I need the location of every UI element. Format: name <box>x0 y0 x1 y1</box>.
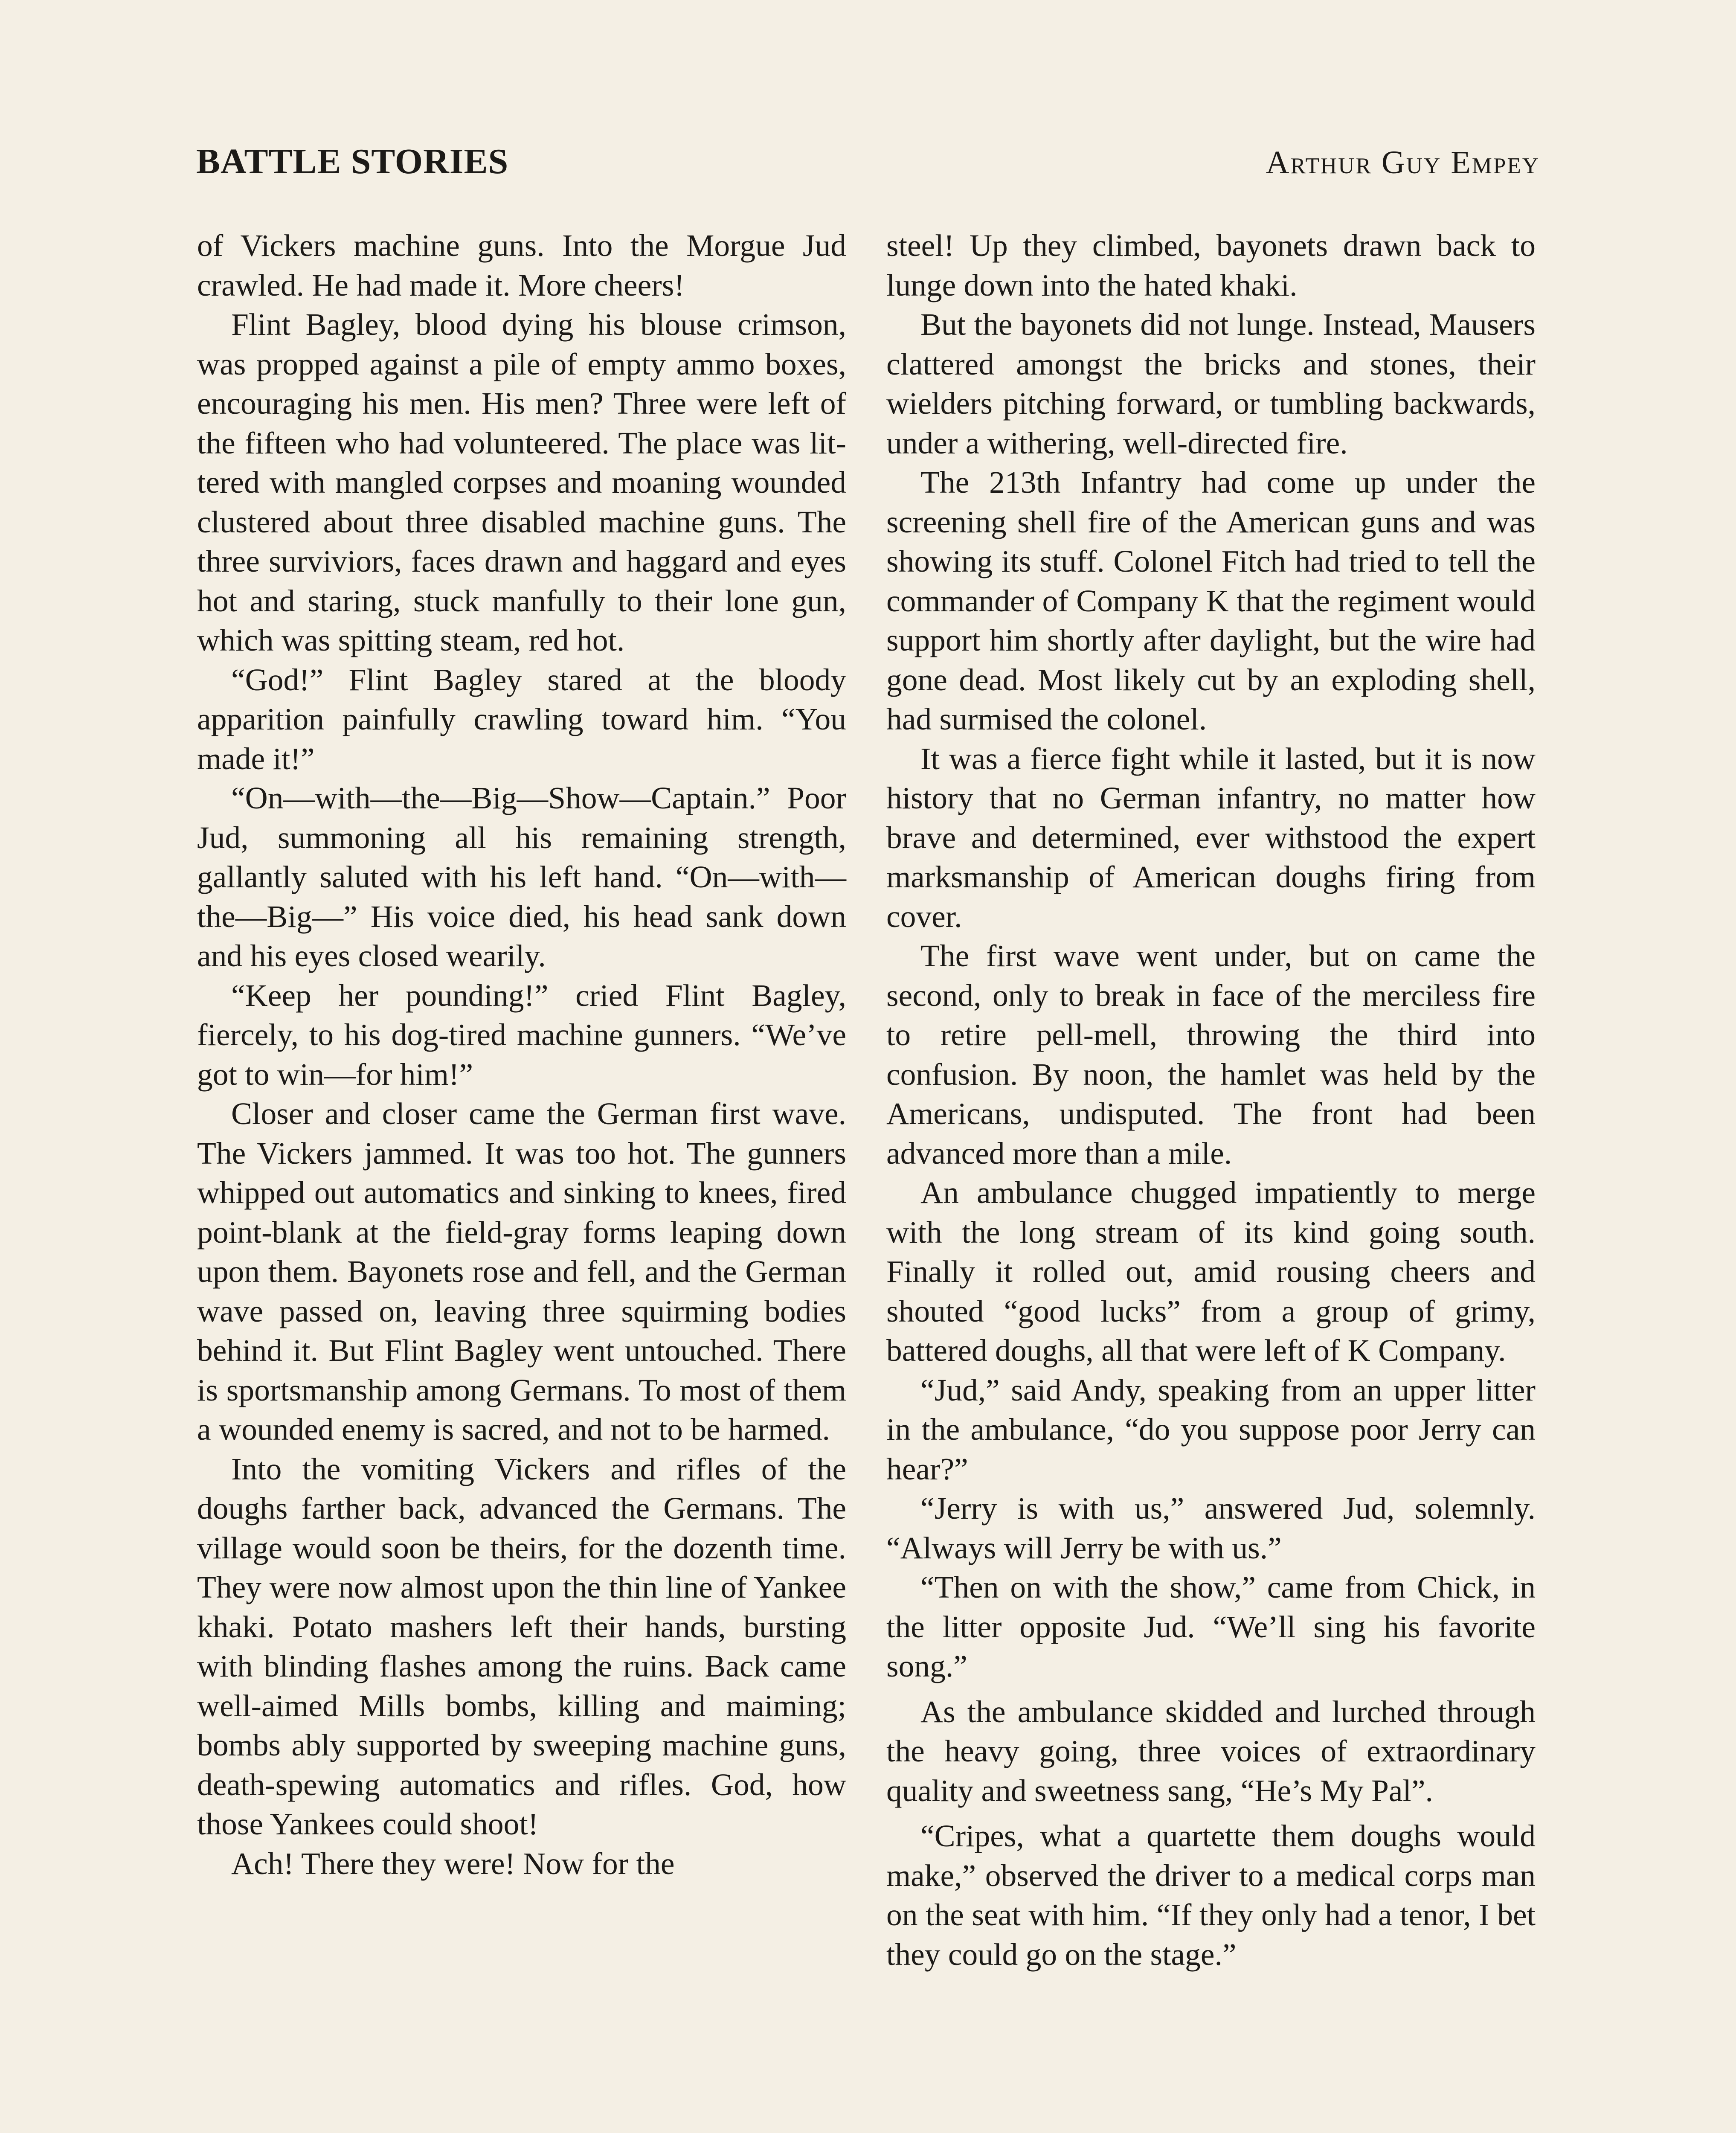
paragraph: Closer and closer came the German first wave. The Vickers jammed. It was too hot. The gunners whipped out automatics and sinking to knees, fired point-blank at the field-gray forms leaping down upon them. Bayonets rose and fell, and the German wave passed on, leaving three squirming bodies behind it. But Flint Bagley went untouched. There is sportsmanship among Germans. To most of them a wounded enemy is sacred, and not to be harmed. <box>197 1096 846 1447</box>
right-column <box>886 226 1536 1974</box>
paragraph: “Cripes, what a quartette them doughs would make,” observed the driver to a medical corps man on the seat with him. “If they only had a tenor, I bet they could go on the stage.” <box>886 1819 1536 1972</box>
paragraph: “Then on with the show,” came from Chick, in the litter opposite Jud. “We’ll sing his favorite song.” <box>886 1570 1536 1683</box>
paragraph: “Jud,” said Andy, speaking from an upper litter in the ambulance, “do you suppose poor Jerry can hear?” <box>886 1372 1536 1486</box>
paragraph: Into the vomiting Vickers and rifles of the doughs farther back, advanced the Germans. The village would soon be theirs, for the dozenth time. They were now almost upon the thin line of Yankee khaki. Potato mashers left their hands, bursting with blinding flashes among the ruins. Back came well-aimed Mills bombs, killing and maiming; bombs ably supported by sweeping machine guns, death-spewing automatics and rifles. God, how those Yankees could shoot! <box>197 1451 846 1841</box>
paragraph: But the bayonets did not lunge. Instead, Mausers clattered amongst the bricks and stones, their wielders pitching forward, or tumbling backwards, under a withering, well-directed fire. <box>886 307 1536 460</box>
paragraph: Ach! There they were! Now for the <box>231 1846 675 1881</box>
paragraph: “Jerry is with us,” answered Jud, solemnly. “Always will Jerry be with us.” <box>886 1491 1536 1565</box>
paragraph: “Keep her pounding!” cried Flint Bagley, fiercely, to his dog-tired machine gunners. “We’ve got to win—for him!” <box>197 978 846 1092</box>
paragraph: The 213th Infantry had come up under the screening shell fire of the American guns and was showing its stuff. Colonel Fitch had tried to tell the commander of Company K that the regiment would support him shortly after daylight, but the wire had gone dead. Most likely cut by an exploding shell, had surmised the colonel. <box>886 465 1536 736</box>
paragraph: An ambulance chugged impatiently to merge with the long stream of its kind going south. Finally it rolled out, amid rousing cheers and shouted “good lucks” from a group of grimy, battered doughs, all that were left of K Company. <box>886 1175 1536 1368</box>
paragraph: of Vickers machine guns. Into the Morgue Jud crawled. He had made it. More cheers! <box>197 228 846 302</box>
paragraph: As the ambulance skidded and lurched through the heavy going, three voices of extraordinary quality and sweetness sang, “He’s My Pal”. <box>886 1694 1536 1808</box>
paragraph: “God!” Flint Bagley stared at the bloody apparition painfully crawling toward him. “You made it!” <box>197 662 846 776</box>
left-column <box>197 226 846 1883</box>
paragraph: Flint Bagley, blood dying his blouse crimson, was propped against a pile of empty ammo boxes, encouraging his men. His men? Three were left of the fifteen who had volunteered. The place was littered with mangled corpses and moaning wounded clustered about three disabled machine guns. The three surviviors, faces drawn and haggard and eyes hot and staring, stuck manfully to their lone gun, which was spitting steam, red hot. <box>197 307 846 657</box>
paragraph: “On—with—the—Big—Show—Captain.” Poor Jud, summoning all his remaining strength, gallantly saluted with his left hand. “On—with—the—Big—” His voice died, his head sank down and his eyes closed wearily. <box>197 781 846 973</box>
paragraph: It was a fierce fight while it lasted, but it is now history that no German infantry, no matter how brave and determined, ever withstood the expert marksmanship of American doughs firing from cover. <box>886 741 1536 934</box>
author-name: Arthur Guy Empey <box>1266 145 1540 180</box>
paragraph: steel! Up they climbed, bayonets drawn back to lunge down into the hated khaki. <box>886 228 1536 302</box>
paragraph: The first wave went under, but on came the second, only to break in face of the merciless fire to retire pell-mell, throwing the third into confusion. By noon, the hamlet was held by the Americans, undisputed. The front had been advanced more than a mile. <box>886 939 1536 1171</box>
section-title: BATTLE STORIES <box>196 142 509 181</box>
running-head <box>196 141 1540 192</box>
